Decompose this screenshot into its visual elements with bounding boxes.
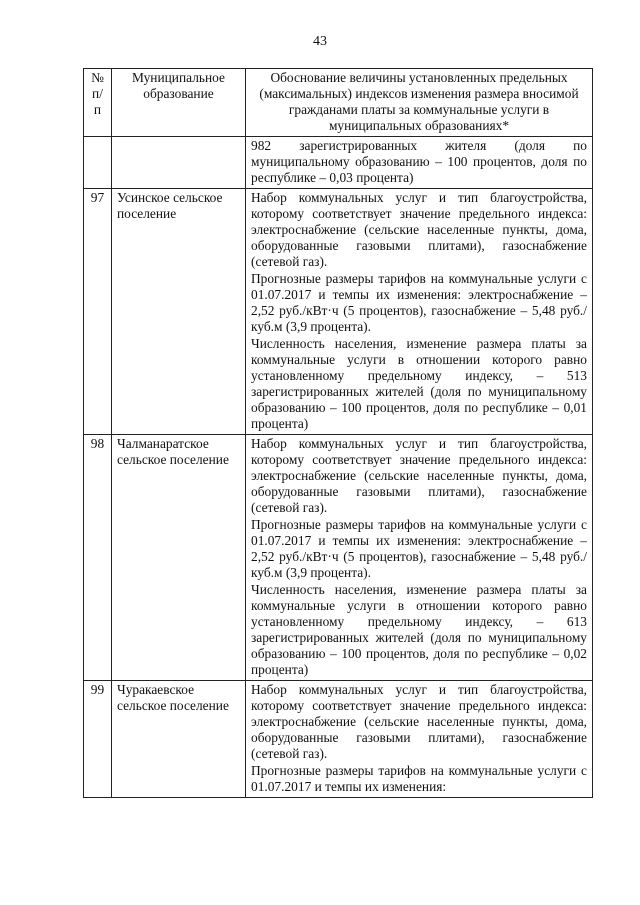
row-number: 99 xyxy=(84,681,112,798)
header-municipality: Муниципальное образование xyxy=(112,69,246,137)
population-paragraph: Численность населения, изменение размера платы за коммунальные услуги в отношении которого равно установленному предельному индексу, – 613 зарегистрированных жителей (доля по муниципальному образованию – 100 процентов, доля по республике – 0,02 процента) xyxy=(251,582,587,677)
tariffs-paragraph: Прогнозные размеры тарифов на коммунальные услуги с 01.07.2017 и темпы их изменения: электроснабжение – 2,52 руб./кВт·ч (5 процентов), газоснабжение – 5,48 руб./куб.м (3,9 процента). xyxy=(251,517,587,580)
services-paragraph: Набор коммунальных услуг и тип благоустройства, которому соответствует значение предельного индекса: электроснабжение (сельские населенные пункты, дома, оборудованные газовыми плитами), газоснабжение (сетевой газ). xyxy=(251,436,587,515)
population-paragraph: Численность населения, изменение размера платы за коммунальные услуги в отношении которого равно установленному предельному индексу, – 513 зарегистрированных жителей (доля по муниципальному образованию – 100 процентов, доля по республике – 0,01 процента) xyxy=(251,336,587,431)
page-number: 43 xyxy=(313,34,327,49)
tariffs-paragraph: Прогнозные размеры тарифов на коммунальные услуги с 01.07.2017 и темпы их изменения: xyxy=(251,763,587,794)
header-num: № п/п xyxy=(84,69,112,137)
table-row xyxy=(84,189,593,435)
header-justification: Обоснование величины установленных предельных (максимальных) индексов изменения размера вносимой гражданами платы за коммунальные услуги в муниципальных образованиях* xyxy=(246,69,593,137)
tariff-table xyxy=(83,68,593,798)
tariffs-paragraph: Прогнозные размеры тарифов на коммунальные услуги с 01.07.2017 и темпы их изменения: электроснабжение – 2,52 руб./кВт·ч (5 процентов), газоснабжение – 5,48 руб./куб.м (3,9 процента). xyxy=(251,271,587,334)
table-row xyxy=(84,435,593,681)
table-row xyxy=(84,681,593,798)
row-number: 98 xyxy=(84,435,112,681)
table-header-row xyxy=(84,69,593,137)
services-paragraph: Набор коммунальных услуг и тип благоустройства, которому соответствует значение предельного индекса: электроснабжение (сельские населенные пункты, дома, оборудованные газовыми плитами), газоснабжение (сетевой газ). xyxy=(251,682,587,761)
row-municipality: Чалманаратское сельское поселение xyxy=(112,435,246,681)
table-row-continuation xyxy=(84,137,593,189)
row-justification xyxy=(246,189,593,435)
row-justification xyxy=(246,681,593,798)
row-municipality: Усинское сельское поселение xyxy=(112,189,246,435)
continuation-text: 982 зарегистрированных жителя (доля по муниципальному образованию – 100 процентов, доля по республике – 0,03 процента) xyxy=(251,138,587,185)
services-paragraph: Набор коммунальных услуг и тип благоустройства, которому соответствует значение предельного индекса: электроснабжение (сельские населенные пункты, дома, оборудованные газовыми плитами), газоснабжение (сетевой газ). xyxy=(251,190,587,269)
row-municipality: Чуракаевское сельское поселение xyxy=(112,681,246,798)
row-number: 97 xyxy=(84,189,112,435)
row-justification xyxy=(246,435,593,681)
